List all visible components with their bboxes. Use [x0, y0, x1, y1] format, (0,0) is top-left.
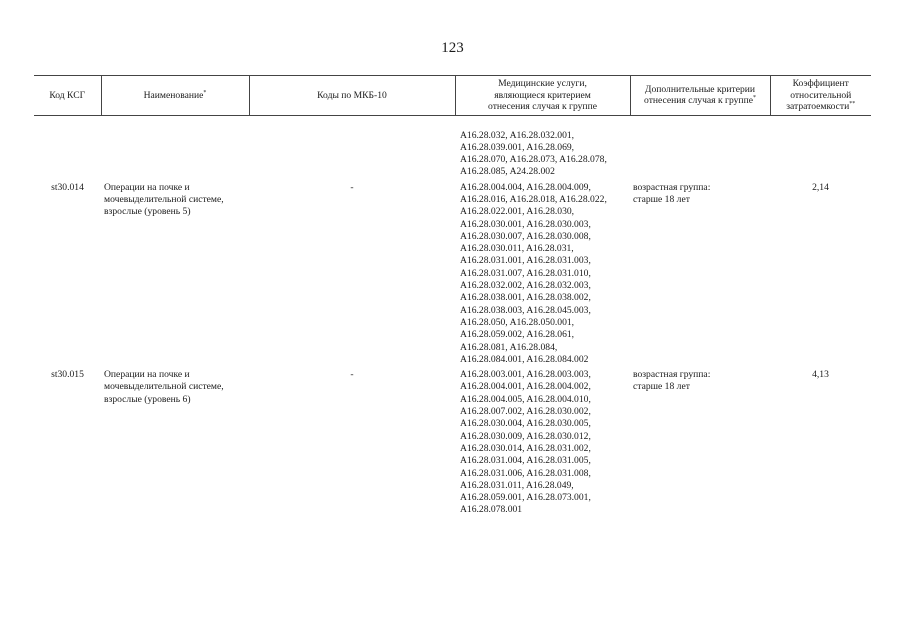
- ksg-name: Операции на почке и мочевыделительной системе, взрослые (уровень 6): [104, 369, 224, 405]
- mkb-codes: -: [350, 181, 354, 193]
- cost-coefficient: 4,13: [812, 369, 829, 381]
- table-row: [34, 366, 871, 517]
- header-name-mark: *: [203, 89, 207, 96]
- cost-coefficient: 2,14: [812, 181, 829, 193]
- table-header-row: [34, 76, 871, 116]
- ksg-code: st30.015: [51, 369, 84, 381]
- header-criteria-mark: *: [752, 95, 756, 102]
- ksg-table: [34, 75, 871, 517]
- header-coef: Коэффициент относительной затратоемкости**: [770, 76, 871, 116]
- ksg-name: Операции на почке и мочевыделительной системе, взрослые (уровень 5): [104, 181, 224, 218]
- ksg-code: st30.014: [51, 181, 84, 193]
- header-name: Наименование*: [101, 76, 249, 116]
- additional-criteria: возрастная группа: старше 18 лет: [633, 181, 711, 205]
- page-number: 123: [441, 40, 464, 56]
- table-row: [34, 179, 871, 366]
- header-code: Код КСГ: [34, 76, 101, 116]
- header-coef-mark: **: [849, 100, 856, 107]
- table-row-continuation: [34, 130, 871, 179]
- mkb-codes: -: [350, 369, 354, 381]
- additional-criteria: возрастная группа: старше 18 лет: [633, 369, 711, 393]
- medical-services: A16.28.004.004, A16.28.004.009, A16.28.016, A16.28.018, A16.28.022, A16.28.022.001, A16.28.030, A16.28.030.001, A16.28.030.003, A16.28.030.007, A16.28.030.008, A16.28.030.011, A16.28.031, A16.28.031.001, A16.28.031.003, A16.28.031.007, A16.28.031.010, A16.28.032.002, A16.28.032.003, A16.28.038.001, A16.28.038.002, A16.28.038.003, A16.28.045.003, A16.28.050, A16.28.050.001, A16.28.059.002, A16.28.061, A16.28.081, A16.28.084, A16.28.084.001, A16.28.084.002: [460, 181, 607, 365]
- header-mkb: Коды по МКБ-10: [249, 76, 455, 116]
- medical-services: A16.28.003.001, A16.28.003.003, A16.28.004.001, A16.28.004.002, A16.28.004.005, A16.28.004.010, A16.28.007.002, A16.28.030.002, A16.28.030.004, A16.28.030.005, A16.28.030.009, A16.28.030.012, A16.28.030.014, A16.28.031.002, A16.28.031.004, A16.28.031.005, A16.28.031.006, A16.28.031.008, A16.28.031.011, A16.28.049, A16.28.059.001, A16.28.073.001, A16.28.078.001: [460, 369, 591, 516]
- header-criteria: Дополнительные критерии отнесения случая к группе*: [630, 76, 770, 116]
- continuation-services: A16.28.032, A16.28.032.001, A16.28.039.001, A16.28.069, A16.28.070, A16.28.073, A16.28.078, A16.28.085, A24.28.002: [460, 129, 607, 178]
- header-services: Медицинские услуги, являющиеся критерием отнесения случая к группе: [455, 76, 630, 116]
